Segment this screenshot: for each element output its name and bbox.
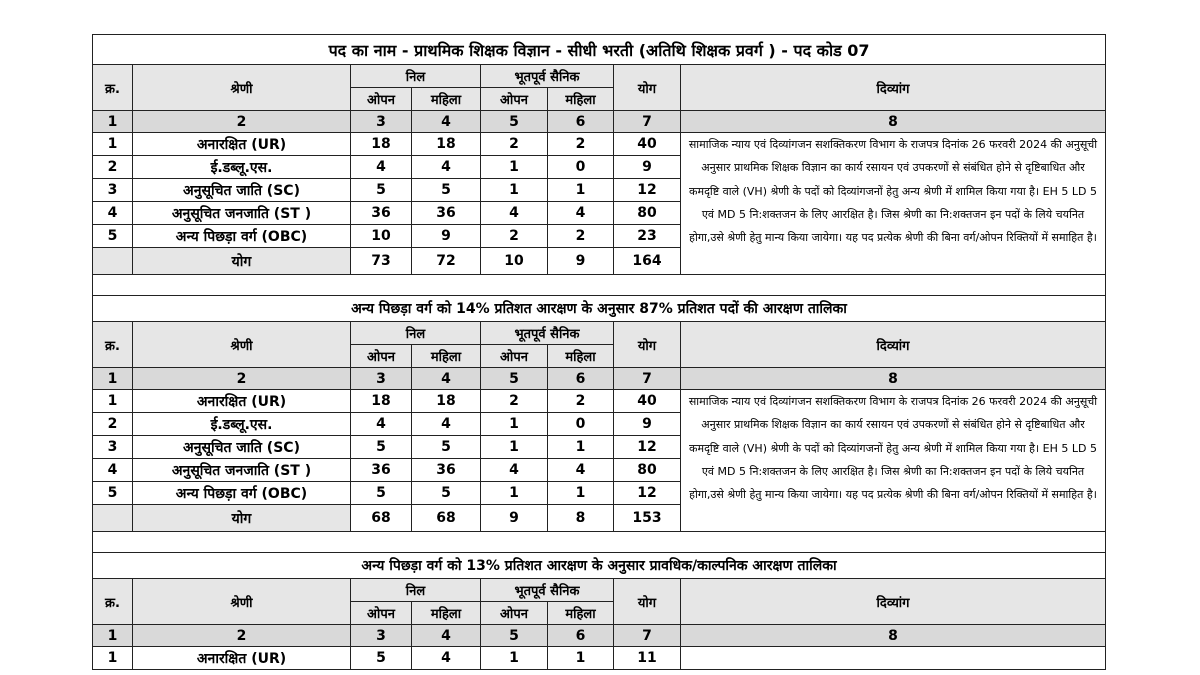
cell-category: अनुसूचित जाति (SC) — [133, 436, 351, 459]
col-header-category: श्रेणी — [133, 65, 351, 111]
cell-total: 80 — [614, 202, 681, 225]
col-header-divyang: दिव्यांग — [681, 322, 1106, 368]
col-header-nil: निल — [351, 65, 481, 88]
col-number: 4 — [412, 368, 481, 390]
col-number: 6 — [548, 111, 614, 133]
col-number: 7 — [614, 625, 681, 647]
col-number: 8 — [681, 111, 1106, 133]
col-header-ex-serviceman: भूतपूर्व सैनिक — [481, 579, 614, 602]
col-header-nil-female: महिला — [412, 345, 481, 368]
cell-total: 9 — [614, 413, 681, 436]
cell-nil-open: 5 — [351, 482, 412, 505]
col-header-total: योग — [614, 322, 681, 368]
cell-nil-open: 5 — [351, 179, 412, 202]
sum-empty-cell — [93, 505, 133, 532]
cell-category: अनारक्षित (UR) — [133, 133, 351, 156]
col-number: 2 — [133, 111, 351, 133]
cell-nil-female: 4 — [412, 156, 481, 179]
col-header-total: योग — [614, 579, 681, 625]
col-header-ex-open: ओपन — [481, 88, 548, 111]
reservation-document — [92, 34, 1105, 670]
table3-title-row — [93, 553, 1106, 579]
sum-empty-cell — [93, 248, 133, 275]
cell-sr: 4 — [93, 459, 133, 482]
table-row — [93, 390, 1106, 413]
cell-nil-female: 9 — [412, 225, 481, 248]
cell-total: 12 — [614, 436, 681, 459]
col-header-ex-serviceman: भूतपूर्व सैनिक — [481, 65, 614, 88]
spacer-row — [93, 275, 1106, 296]
col-header-nil-female: महिला — [412, 602, 481, 625]
col-header-sr: क्र. — [93, 322, 133, 368]
col-number: 7 — [614, 368, 681, 390]
col-header-category: श्रेणी — [133, 579, 351, 625]
col-header-nil-open: ओपन — [351, 88, 412, 111]
cell-total: 40 — [614, 133, 681, 156]
cell-ex-female: 2 — [548, 133, 614, 156]
col-header-nil: निल — [351, 322, 481, 345]
col-header-divyang: दिव्यांग — [681, 65, 1106, 111]
cell-category: अन्य पिछड़ा वर्ग (OBC) — [133, 225, 351, 248]
table2-title-row — [93, 296, 1106, 322]
col-number: 6 — [548, 368, 614, 390]
col-header-divyang: दिव्यांग — [681, 579, 1106, 625]
col-header-nil-open: ओपन — [351, 602, 412, 625]
cell-total: 23 — [614, 225, 681, 248]
cell-nil-female: 36 — [412, 459, 481, 482]
cell-sr: 3 — [93, 179, 133, 202]
col-number: 8 — [681, 625, 1106, 647]
cell-total: 12 — [614, 179, 681, 202]
cell-nil-female: 18 — [412, 133, 481, 156]
cell-sr: 1 — [93, 390, 133, 413]
table1-title-row — [93, 35, 1106, 65]
col-number: 7 — [614, 111, 681, 133]
col-number: 4 — [412, 111, 481, 133]
cell-total: 9 — [614, 156, 681, 179]
table-row — [93, 647, 1106, 670]
col-number: 3 — [351, 625, 412, 647]
col-number: 2 — [133, 368, 351, 390]
divyang-note: सामाजिक न्याय एवं दिव्यांगजन सशक्तिकरण विभाग के राजपत्र दिनांक 26 फरवरी 2024 की अनुसूची अनुसार प्राथमिक शिक्षक विज्ञान का कार्य रसायन एवं उपकरणों से संबंधित होने से दृष्टिबाधित और कमदृष्टि वाले (VH) श्रेणी के पदों को दिव्यांगजनों हेतु अन्य श्रेणी में शामिल किया गया है। EH 5 LD 5 एवं MD 5 नि:शक्तजन के लिए आरक्षित है। जिस श्रेणी का नि:शक्तजन इन पदों के लिये चयनित होगा,उसे श्रेणी हेतु मान्य किया जायेगा। यह पद प्रत्येक श्रेणी की बिना वर्ग/ओपन रिक्तियों में समाहित है। — [681, 390, 1106, 532]
table3-number-row — [93, 625, 1106, 647]
cell-ex-open: 1 — [481, 179, 548, 202]
col-number: 5 — [481, 368, 548, 390]
col-header-ex-open: ओपन — [481, 345, 548, 368]
cell-category: अनुसूचित जनजाति (ST ) — [133, 459, 351, 482]
col-number: 4 — [412, 625, 481, 647]
divyang-empty-cell — [681, 647, 1106, 670]
col-header-category: श्रेणी — [133, 322, 351, 368]
sum-nil-female: 68 — [412, 505, 481, 532]
col-header-ex-female: महिला — [548, 602, 614, 625]
col-header-ex-female: महिला — [548, 345, 614, 368]
col-header-sr: क्र. — [93, 65, 133, 111]
sum-total: 164 — [614, 248, 681, 275]
cell-sr: 2 — [93, 156, 133, 179]
cell-ex-female: 1 — [548, 436, 614, 459]
cell-ex-female: 1 — [548, 482, 614, 505]
col-header-nil-open: ओपन — [351, 345, 412, 368]
col-number: 1 — [93, 625, 133, 647]
col-number: 6 — [548, 625, 614, 647]
cell-ex-female: 0 — [548, 413, 614, 436]
cell-category: ई.डब्लू.एस. — [133, 156, 351, 179]
col-number: 1 — [93, 368, 133, 390]
sum-nil-female: 72 — [412, 248, 481, 275]
cell-sr: 1 — [93, 647, 133, 670]
sum-ex-open: 10 — [481, 248, 548, 275]
cell-category: ई.डब्लू.एस. — [133, 413, 351, 436]
col-number: 5 — [481, 111, 548, 133]
sum-ex-female: 8 — [548, 505, 614, 532]
cell-ex-open: 1 — [481, 436, 548, 459]
cell-nil-open: 36 — [351, 202, 412, 225]
table2-title: अन्य पिछड़ा वर्ग को 14% प्रतिशत आरक्षण के अनुसार 87% प्रतिशत पदों की आरक्षण तालिका — [93, 296, 1106, 322]
cell-ex-open: 1 — [481, 156, 548, 179]
col-number: 5 — [481, 625, 548, 647]
sum-total: 153 — [614, 505, 681, 532]
col-header-ex-female: महिला — [548, 88, 614, 111]
cell-ex-open: 4 — [481, 202, 548, 225]
cell-sr: 5 — [93, 225, 133, 248]
cell-nil-open: 36 — [351, 459, 412, 482]
col-header-total: योग — [614, 65, 681, 111]
cell-ex-female: 4 — [548, 202, 614, 225]
cell-total: 12 — [614, 482, 681, 505]
table3-header-row — [93, 579, 1106, 602]
reservation-tables — [92, 34, 1106, 670]
col-header-nil: निल — [351, 579, 481, 602]
table2-header-row — [93, 322, 1106, 345]
cell-nil-open: 18 — [351, 133, 412, 156]
cell-nil-female: 5 — [412, 436, 481, 459]
table1-number-row — [93, 111, 1106, 133]
cell-ex-female: 1 — [548, 647, 614, 670]
table1-header-row — [93, 65, 1106, 88]
sum-nil-open: 68 — [351, 505, 412, 532]
cell-nil-open: 18 — [351, 390, 412, 413]
cell-sr: 5 — [93, 482, 133, 505]
cell-total: 40 — [614, 390, 681, 413]
cell-sr: 2 — [93, 413, 133, 436]
sum-ex-open: 9 — [481, 505, 548, 532]
spacer-row — [93, 532, 1106, 553]
cell-category: अनुसूचित जाति (SC) — [133, 179, 351, 202]
cell-sr: 4 — [93, 202, 133, 225]
cell-nil-open: 5 — [351, 647, 412, 670]
col-header-ex-serviceman: भूतपूर्व सैनिक — [481, 322, 614, 345]
col-header-nil-female: महिला — [412, 88, 481, 111]
col-header-ex-open: ओपन — [481, 602, 548, 625]
table3-title: अन्य पिछड़ा वर्ग को 13% प्रतिशत आरक्षण के अनुसार प्रावधिक/काल्पनिक आरक्षण तालिका — [93, 553, 1106, 579]
cell-ex-open: 2 — [481, 390, 548, 413]
cell-ex-open: 4 — [481, 459, 548, 482]
table2-number-row — [93, 368, 1106, 390]
cell-ex-female: 0 — [548, 156, 614, 179]
cell-nil-female: 5 — [412, 179, 481, 202]
cell-category: अन्य पिछड़ा वर्ग (OBC) — [133, 482, 351, 505]
cell-nil-female: 4 — [412, 647, 481, 670]
cell-total: 80 — [614, 459, 681, 482]
sum-label: योग — [133, 505, 351, 532]
cell-ex-open: 2 — [481, 225, 548, 248]
cell-ex-female: 2 — [548, 390, 614, 413]
table-row — [93, 133, 1106, 156]
divyang-note: सामाजिक न्याय एवं दिव्यांगजन सशक्तिकरण विभाग के राजपत्र दिनांक 26 फरवरी 2024 की अनुसूची अनुसार प्राथमिक शिक्षक विज्ञान का कार्य रसायन एवं उपकरणों से संबंधित होने से दृष्टिबाधित और कमदृष्टि वाले (VH) श्रेणी के पदों को दिव्यांगजनों हेतु अन्य श्रेणी में शामिल किया गया है। EH 5 LD 5 एवं MD 5 नि:शक्तजन के लिए आरक्षित है। जिस श्रेणी का नि:शक्तजन इन पदों के लिये चयनित होगा,उसे श्रेणी हेतु मान्य किया जायेगा। यह पद प्रत्येक श्रेणी की बिना वर्ग/ओपन रिक्तियों में समाहित है। — [681, 133, 1106, 275]
col-number: 2 — [133, 625, 351, 647]
cell-category: अनारक्षित (UR) — [133, 647, 351, 670]
col-number: 3 — [351, 368, 412, 390]
cell-ex-female: 2 — [548, 225, 614, 248]
cell-nil-female: 5 — [412, 482, 481, 505]
cell-nil-open: 4 — [351, 156, 412, 179]
col-header-sr: क्र. — [93, 579, 133, 625]
table1-title: पद का नाम - प्राथमिक शिक्षक विज्ञान - सीधी भरती (अतिथि शिक्षक प्रवर्ग ) - पद कोड 07 — [93, 35, 1106, 65]
cell-nil-open: 10 — [351, 225, 412, 248]
cell-nil-female: 4 — [412, 413, 481, 436]
col-number: 3 — [351, 111, 412, 133]
cell-ex-female: 4 — [548, 459, 614, 482]
spacer-cell — [93, 532, 1106, 553]
cell-ex-open: 2 — [481, 133, 548, 156]
col-number: 1 — [93, 111, 133, 133]
cell-category: अनारक्षित (UR) — [133, 390, 351, 413]
cell-sr: 1 — [93, 133, 133, 156]
cell-sr: 3 — [93, 436, 133, 459]
cell-category: अनुसूचित जनजाति (ST ) — [133, 202, 351, 225]
cell-total: 11 — [614, 647, 681, 670]
cell-nil-female: 18 — [412, 390, 481, 413]
cell-ex-open: 1 — [481, 647, 548, 670]
cell-nil-open: 5 — [351, 436, 412, 459]
cell-ex-open: 1 — [481, 413, 548, 436]
sum-ex-female: 9 — [548, 248, 614, 275]
cell-ex-open: 1 — [481, 482, 548, 505]
cell-nil-female: 36 — [412, 202, 481, 225]
col-number: 8 — [681, 368, 1106, 390]
sum-label: योग — [133, 248, 351, 275]
cell-ex-female: 1 — [548, 179, 614, 202]
cell-nil-open: 4 — [351, 413, 412, 436]
sum-nil-open: 73 — [351, 248, 412, 275]
spacer-cell — [93, 275, 1106, 296]
